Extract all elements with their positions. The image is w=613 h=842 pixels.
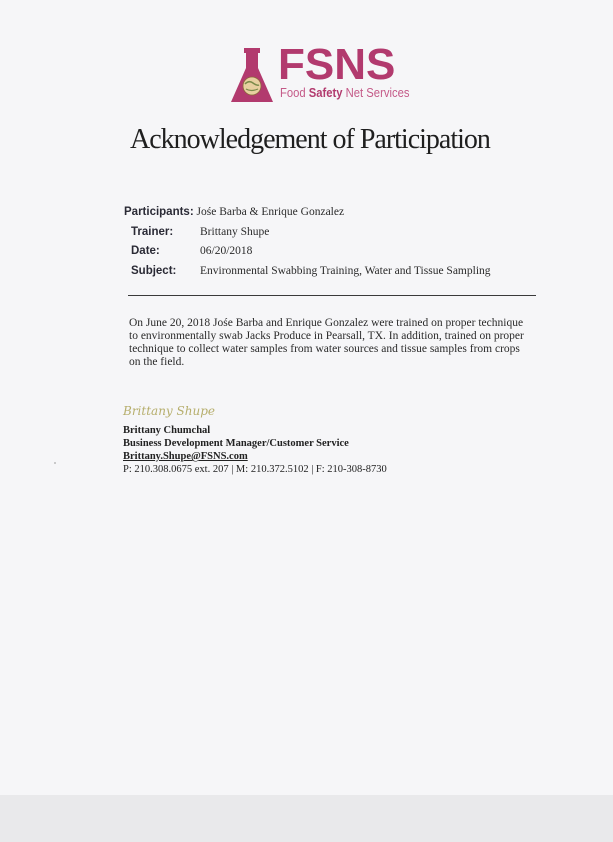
participants-value: Jośe Barba & Enrique Gonzalez: [196, 206, 345, 218]
flask-logo-icon: [230, 48, 274, 104]
date-value: 06/20/2018: [200, 245, 253, 257]
body-paragraph: On June 20, 2018 Jośe Barba and Enrique Gonzalez were trained on proper technique to environmentally swab Jacks Produce in Pearsall, TX. In addition, trained on proper technique to collect water samples from water sources and tissue samples from crops on the field.: [129, 317, 524, 368]
signer-email-link[interactable]: Brittany.Shupe@FSNS.com: [123, 451, 248, 462]
signer-name: Brittany Chumchal: [123, 425, 211, 436]
scan-speck: [54, 462, 56, 464]
participants-row: [124, 205, 344, 219]
trainer-value-row: [200, 225, 269, 239]
subject-value-row: [200, 264, 491, 278]
subject-label: Subject:: [131, 265, 177, 277]
brand-wordmark: FSNS: [278, 40, 396, 89]
trainer-row: [131, 225, 173, 239]
date-value-row: [200, 244, 252, 258]
page-title: Acknowledgement of Participation: [130, 124, 490, 155]
divider: [128, 295, 536, 296]
signer-role: Business Development Manager/Customer Service: [123, 438, 349, 449]
participants-label: Participants:: [124, 206, 194, 218]
trainer-value: Brittany Shupe: [200, 226, 270, 238]
brand-tagline: Food Safety Net Services: [280, 86, 410, 100]
signer-phone: P: 210.308.0675 ext. 207 | M: 210.372.5102 | F: 210-308-8730: [123, 464, 387, 475]
trainer-label: Trainer:: [131, 226, 174, 238]
handwritten-signature: Brittany Shupe: [123, 404, 215, 418]
fsns-logo: [230, 40, 410, 106]
date-label: Date:: [131, 245, 160, 257]
date-row: [131, 244, 160, 258]
signer-email-row: [123, 450, 248, 463]
subject-row: [131, 264, 176, 278]
subject-value: Environmental Swabbing Training, Water and Tissue Sampling: [200, 265, 491, 277]
